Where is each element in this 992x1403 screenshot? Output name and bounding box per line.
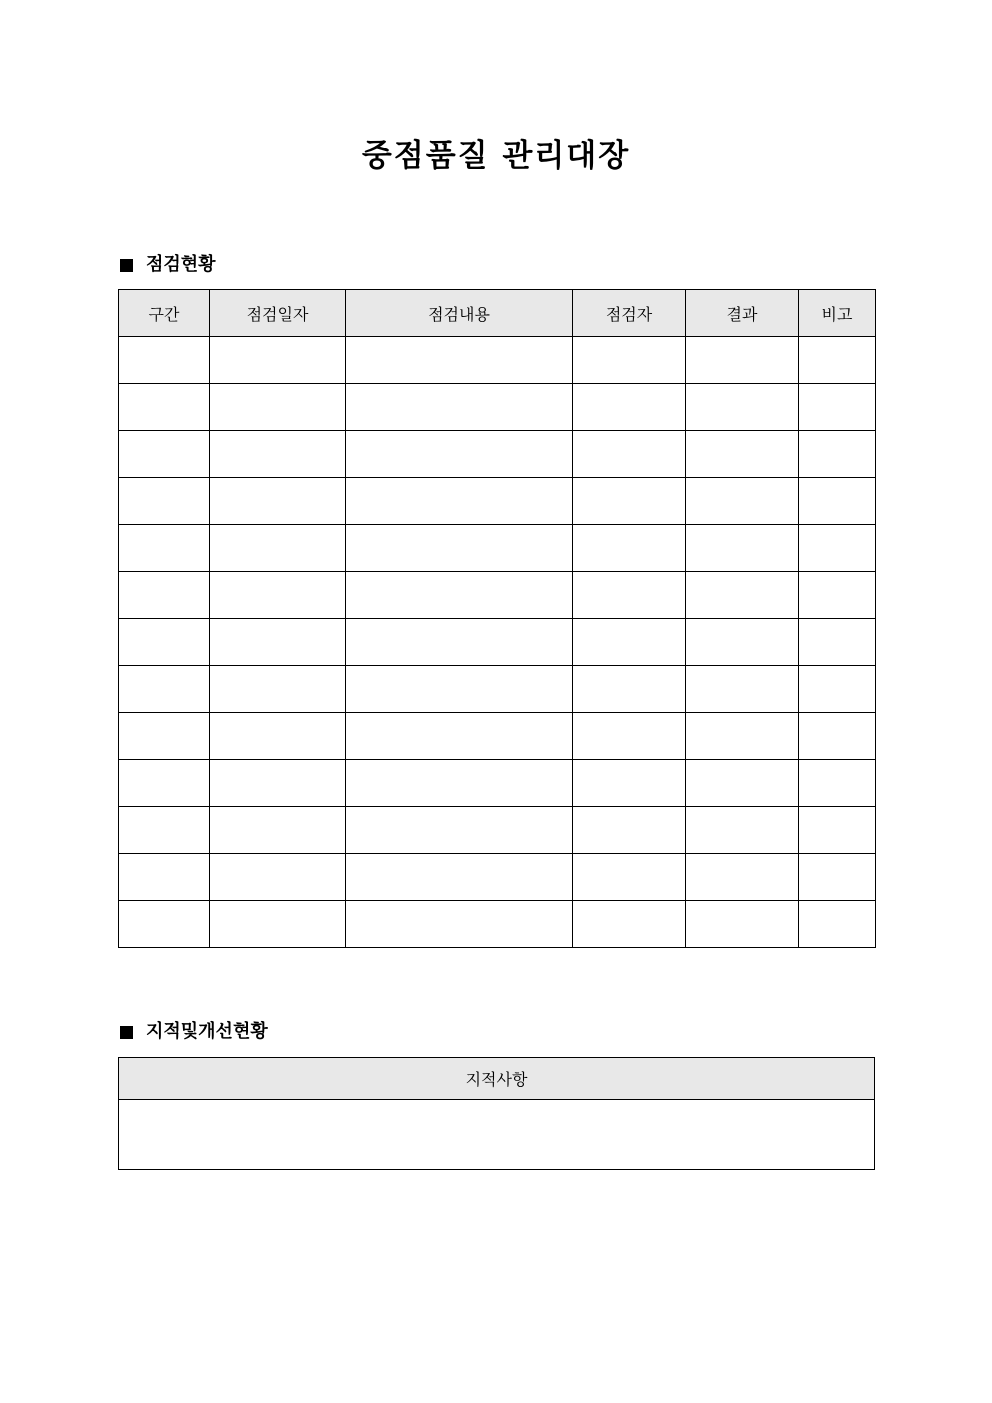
remarks-cell[interactable]	[799, 713, 876, 760]
result-cell[interactable]	[686, 854, 799, 901]
content-cell[interactable]	[346, 854, 573, 901]
content-cell[interactable]	[346, 337, 573, 384]
inspector-cell[interactable]	[573, 760, 686, 807]
inspector-cell[interactable]	[573, 713, 686, 760]
section-cell[interactable]	[119, 619, 210, 666]
date-cell[interactable]	[210, 478, 346, 525]
table-row	[119, 525, 876, 572]
inspector-cell[interactable]	[573, 854, 686, 901]
content-cell[interactable]	[346, 901, 573, 948]
inspector-cell[interactable]	[573, 619, 686, 666]
table-row	[119, 807, 876, 854]
remarks-cell[interactable]	[799, 807, 876, 854]
inspection-table	[118, 289, 876, 948]
date-cell[interactable]	[210, 760, 346, 807]
table-row	[119, 619, 876, 666]
document-title: 중점품질 관리대장	[361, 138, 631, 174]
section-cell[interactable]	[119, 478, 210, 525]
remarks-cell[interactable]	[799, 337, 876, 384]
result-cell[interactable]	[686, 807, 799, 854]
section-cell[interactable]	[119, 337, 210, 384]
column-header-date: 점검일자	[210, 290, 346, 337]
inspector-cell[interactable]	[573, 525, 686, 572]
remarks-cell[interactable]	[799, 619, 876, 666]
table-row	[119, 572, 876, 619]
content-cell[interactable]	[346, 478, 573, 525]
result-cell[interactable]	[686, 572, 799, 619]
table-row	[119, 854, 876, 901]
remarks-cell[interactable]	[799, 431, 876, 478]
result-cell[interactable]	[686, 760, 799, 807]
inspector-cell[interactable]	[573, 431, 686, 478]
section-cell[interactable]	[119, 854, 210, 901]
result-cell[interactable]	[686, 478, 799, 525]
column-header-findings: 지적사항	[119, 1058, 875, 1100]
remarks-cell[interactable]	[799, 572, 876, 619]
inspector-cell[interactable]	[573, 337, 686, 384]
table-row	[119, 901, 876, 948]
date-cell[interactable]	[210, 807, 346, 854]
inspection-heading-label: 점검현황	[146, 254, 216, 275]
section-cell[interactable]	[119, 525, 210, 572]
remarks-cell[interactable]	[799, 384, 876, 431]
content-cell[interactable]	[346, 431, 573, 478]
remarks-cell[interactable]	[799, 666, 876, 713]
table-row	[119, 337, 876, 384]
remarks-cell[interactable]	[799, 478, 876, 525]
section-cell[interactable]	[119, 901, 210, 948]
findings-heading-label: 지적및개선현황	[146, 1021, 268, 1042]
section-cell[interactable]	[119, 572, 210, 619]
column-header-inspector: 점검자	[573, 290, 686, 337]
column-header-content: 점검내용	[346, 290, 573, 337]
findings-header-row	[119, 1058, 875, 1100]
inspector-cell[interactable]	[573, 666, 686, 713]
inspection-section-heading	[119, 253, 216, 277]
inspector-cell[interactable]	[573, 901, 686, 948]
table-row	[119, 431, 876, 478]
content-cell[interactable]	[346, 713, 573, 760]
content-cell[interactable]	[346, 619, 573, 666]
section-cell[interactable]	[119, 760, 210, 807]
date-cell[interactable]	[210, 713, 346, 760]
result-cell[interactable]	[686, 431, 799, 478]
inspector-cell[interactable]	[573, 478, 686, 525]
result-cell[interactable]	[686, 666, 799, 713]
content-cell[interactable]	[346, 807, 573, 854]
inspection-header-row	[119, 290, 876, 337]
inspector-cell[interactable]	[573, 807, 686, 854]
result-cell[interactable]	[686, 901, 799, 948]
column-header-section: 구간	[119, 290, 210, 337]
date-cell[interactable]	[210, 854, 346, 901]
column-header-remarks: 비고	[799, 290, 876, 337]
inspector-cell[interactable]	[573, 384, 686, 431]
findings-cell[interactable]	[119, 1100, 875, 1170]
table-row	[119, 760, 876, 807]
result-cell[interactable]	[686, 384, 799, 431]
remarks-cell[interactable]	[799, 525, 876, 572]
date-cell[interactable]	[210, 572, 346, 619]
remarks-cell[interactable]	[799, 854, 876, 901]
content-cell[interactable]	[346, 760, 573, 807]
findings-table	[118, 1057, 875, 1170]
section-cell[interactable]	[119, 666, 210, 713]
square-bullet-icon	[120, 1026, 133, 1039]
section-cell[interactable]	[119, 713, 210, 760]
content-cell[interactable]	[346, 572, 573, 619]
remarks-cell[interactable]	[799, 760, 876, 807]
date-cell[interactable]	[210, 337, 346, 384]
inspector-cell[interactable]	[573, 572, 686, 619]
result-cell[interactable]	[686, 525, 799, 572]
content-cell[interactable]	[346, 384, 573, 431]
result-cell[interactable]	[686, 713, 799, 760]
findings-row	[119, 1100, 875, 1170]
content-cell[interactable]	[346, 525, 573, 572]
findings-section-heading	[119, 1020, 268, 1044]
content-cell[interactable]	[346, 666, 573, 713]
square-bullet-icon	[120, 259, 133, 272]
remarks-cell[interactable]	[799, 901, 876, 948]
date-cell[interactable]	[210, 901, 346, 948]
date-cell[interactable]	[210, 619, 346, 666]
section-cell[interactable]	[119, 384, 210, 431]
date-cell[interactable]	[210, 431, 346, 478]
result-cell[interactable]	[686, 619, 799, 666]
table-row	[119, 713, 876, 760]
date-cell[interactable]	[210, 384, 346, 431]
section-cell[interactable]	[119, 807, 210, 854]
table-row	[119, 478, 876, 525]
section-cell[interactable]	[119, 431, 210, 478]
date-cell[interactable]	[210, 525, 346, 572]
table-row	[119, 384, 876, 431]
date-cell[interactable]	[210, 666, 346, 713]
column-header-result: 결과	[686, 290, 799, 337]
table-row	[119, 666, 876, 713]
result-cell[interactable]	[686, 337, 799, 384]
